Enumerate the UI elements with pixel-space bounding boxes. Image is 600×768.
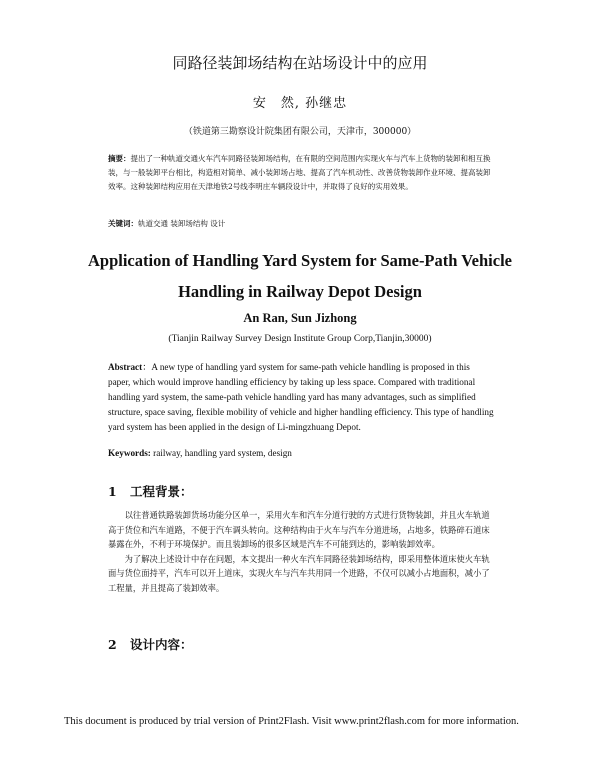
paragraph: 为了解决上述设计中存在问题，本文提出一种火车汽车同路径装卸场结构，即采用整体道床使火车轨面与货位面持平，汽车可以开上道床，实现火车与汽车共用同一个进路，不仅可以减小占地面积，减小了工程量，并且提高了装卸效率。 [108,553,490,593]
section-2-title: 设计内容： [130,637,193,652]
paragraph: 以往普通铁路装卸货场功能分区单一，采用火车和汽车分道行驶的方式进行货物装卸，并且火车轨道高于货位和汽车道路，不便于汽车调头转向。这种结构由于火车与汽车分道进场，占地多，铁路碎石道床暴露在外，不利于环境保护。而且装卸场的很多区域是汽车不可能到达的，影响装卸效率。 [108,510,490,549]
english-keywords [108,448,292,458]
english-affiliation: (Tianjin Railway Survey Design Institute Group Corp,Tianjin,30000) [168,334,432,344]
english-abstract-text: ：A new type of handling yard system for same-path vehicle handling is proposed in this paper, which would improve handling efficiency by taking up less space. Compared with traditional handling yard system, the same-path vehicle handling yard has many advantages, such as simplified structure, space saving, flexible mobility of vehicle and higher handling efficiency. This type of handling yard system has been applied in the design of Li-mingzhuang Depot. [108,362,494,432]
section-1-title: 工程背景： [130,484,193,499]
english-authors: An Ran, Sun Jizhong [243,311,357,325]
english-abstract [108,360,494,435]
chinese-keywords-text: 轨道交通 装卸场结构 设计 [138,219,226,228]
chinese-abstract-label: 摘要： [108,154,131,163]
section-1-number: 1 [108,484,117,499]
english-keywords-label: Keywords: [108,448,151,458]
english-abstract-label: Abstract [108,362,143,372]
section-2-number: 2 [108,637,117,652]
chinese-abstract-text: 提出了一种轨道交通火车汽车同路径装卸场结构，在有限的空间范围内实现火车与汽车上货物的装卸和相互换装，与一般装卸平台相比，构造相对简单、减小装卸场占地、提高了汽车机动性、改善货物装卸作业环境、提高装卸效率。这种装卸结构应用在天津地铁2号线李明庄车辆段设计中，并取得了良好的实用效果。 [108,154,491,191]
chinese-title: 同路径装卸场结构在站场设计中的应用 [172,54,428,72]
trial-watermark-footer: This document is produced by trial version of Print2Flash. Visit www.print2flash.com for more information. [64,716,519,727]
section-1-heading [108,482,193,500]
chinese-keywords-label: 关键词： [108,219,138,228]
english-title-line-2: Handling in Railway Depot Design [178,282,422,301]
chinese-abstract [108,152,492,194]
chinese-keywords [108,218,225,229]
chinese-authors: 安 然, 孙继忠 [252,96,348,111]
section-2-heading [108,635,193,653]
chinese-affiliation: （铁道第三勘察设计院集团有限公司，天津市，300000） [183,127,417,137]
english-title-line-1: Application of Handling Yard System for Same-Path Vehicle [88,251,512,270]
section-1-body [108,508,494,595]
english-keywords-text: railway, handling yard system, design [150,448,292,458]
